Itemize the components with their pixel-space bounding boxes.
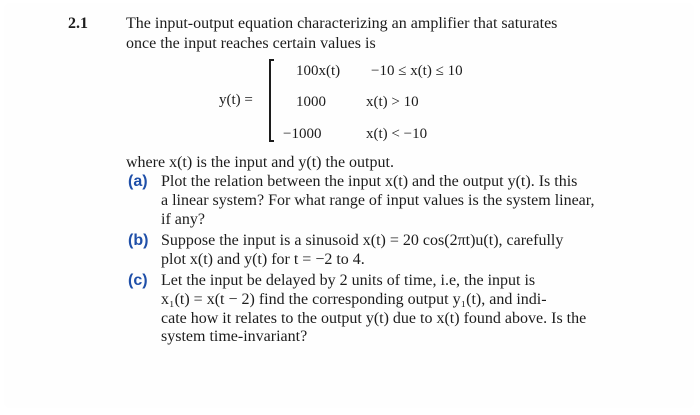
part-b-line-1: Suppose the input is a sinusoid x(t) = 20 cos(2πt)u(t), carefully xyxy=(161,232,564,249)
part-b-line-2: plot x(t) and y(t) for t = −2 to 4. xyxy=(161,250,365,268)
part-c-line-2: x₁(t) = x(t − 2) find the corresponding output y₁(t), and indi- xyxy=(161,290,547,308)
part-a-line-2: a linear system? For what range of input values is the system linear, xyxy=(161,191,595,209)
page xyxy=(4,3,694,408)
intro-line-1: The input-output equation characterizing an amplifier that saturates xyxy=(126,15,558,32)
part-c-line-4: system time-invariant? xyxy=(161,328,308,346)
case-1-value: 100x(t) xyxy=(296,63,341,79)
part-c-text xyxy=(161,272,631,347)
part-a-label: (a) xyxy=(128,173,148,190)
part-c-line-3: cate how it relates to the output y(t) due to x(t) found above. Is the xyxy=(161,309,587,327)
left-brace-icon xyxy=(267,59,275,142)
part-b-label: (b) xyxy=(128,232,149,249)
part-c-label: (c) xyxy=(128,272,148,289)
part-c-line-1: Let the input be delayed by 2 units of time, i.e, the input is xyxy=(161,272,536,289)
case-3-value: −1000 xyxy=(283,126,322,142)
problem-number: 2.1 xyxy=(68,15,88,32)
case-1-condition: −10 ≤ x(t) ≤ 10 xyxy=(371,63,463,79)
part-b-text xyxy=(161,232,631,270)
part-a-text xyxy=(161,173,631,229)
where-line: where x(t) is the input and y(t) the output. xyxy=(126,154,394,171)
intro-line-2: once the input reaches certain values is xyxy=(126,35,376,52)
part-a-line-3: if any? xyxy=(161,210,205,228)
case-2-condition: x(t) > 10 xyxy=(366,94,419,110)
case-2-value: 1000 xyxy=(296,94,326,110)
case-3-condition: x(t) < −10 xyxy=(366,126,428,142)
part-a-line-1: Plot the relation between the input x(t) and the output y(t). Is this xyxy=(161,173,578,190)
equation-lhs: y(t) = xyxy=(219,92,253,108)
